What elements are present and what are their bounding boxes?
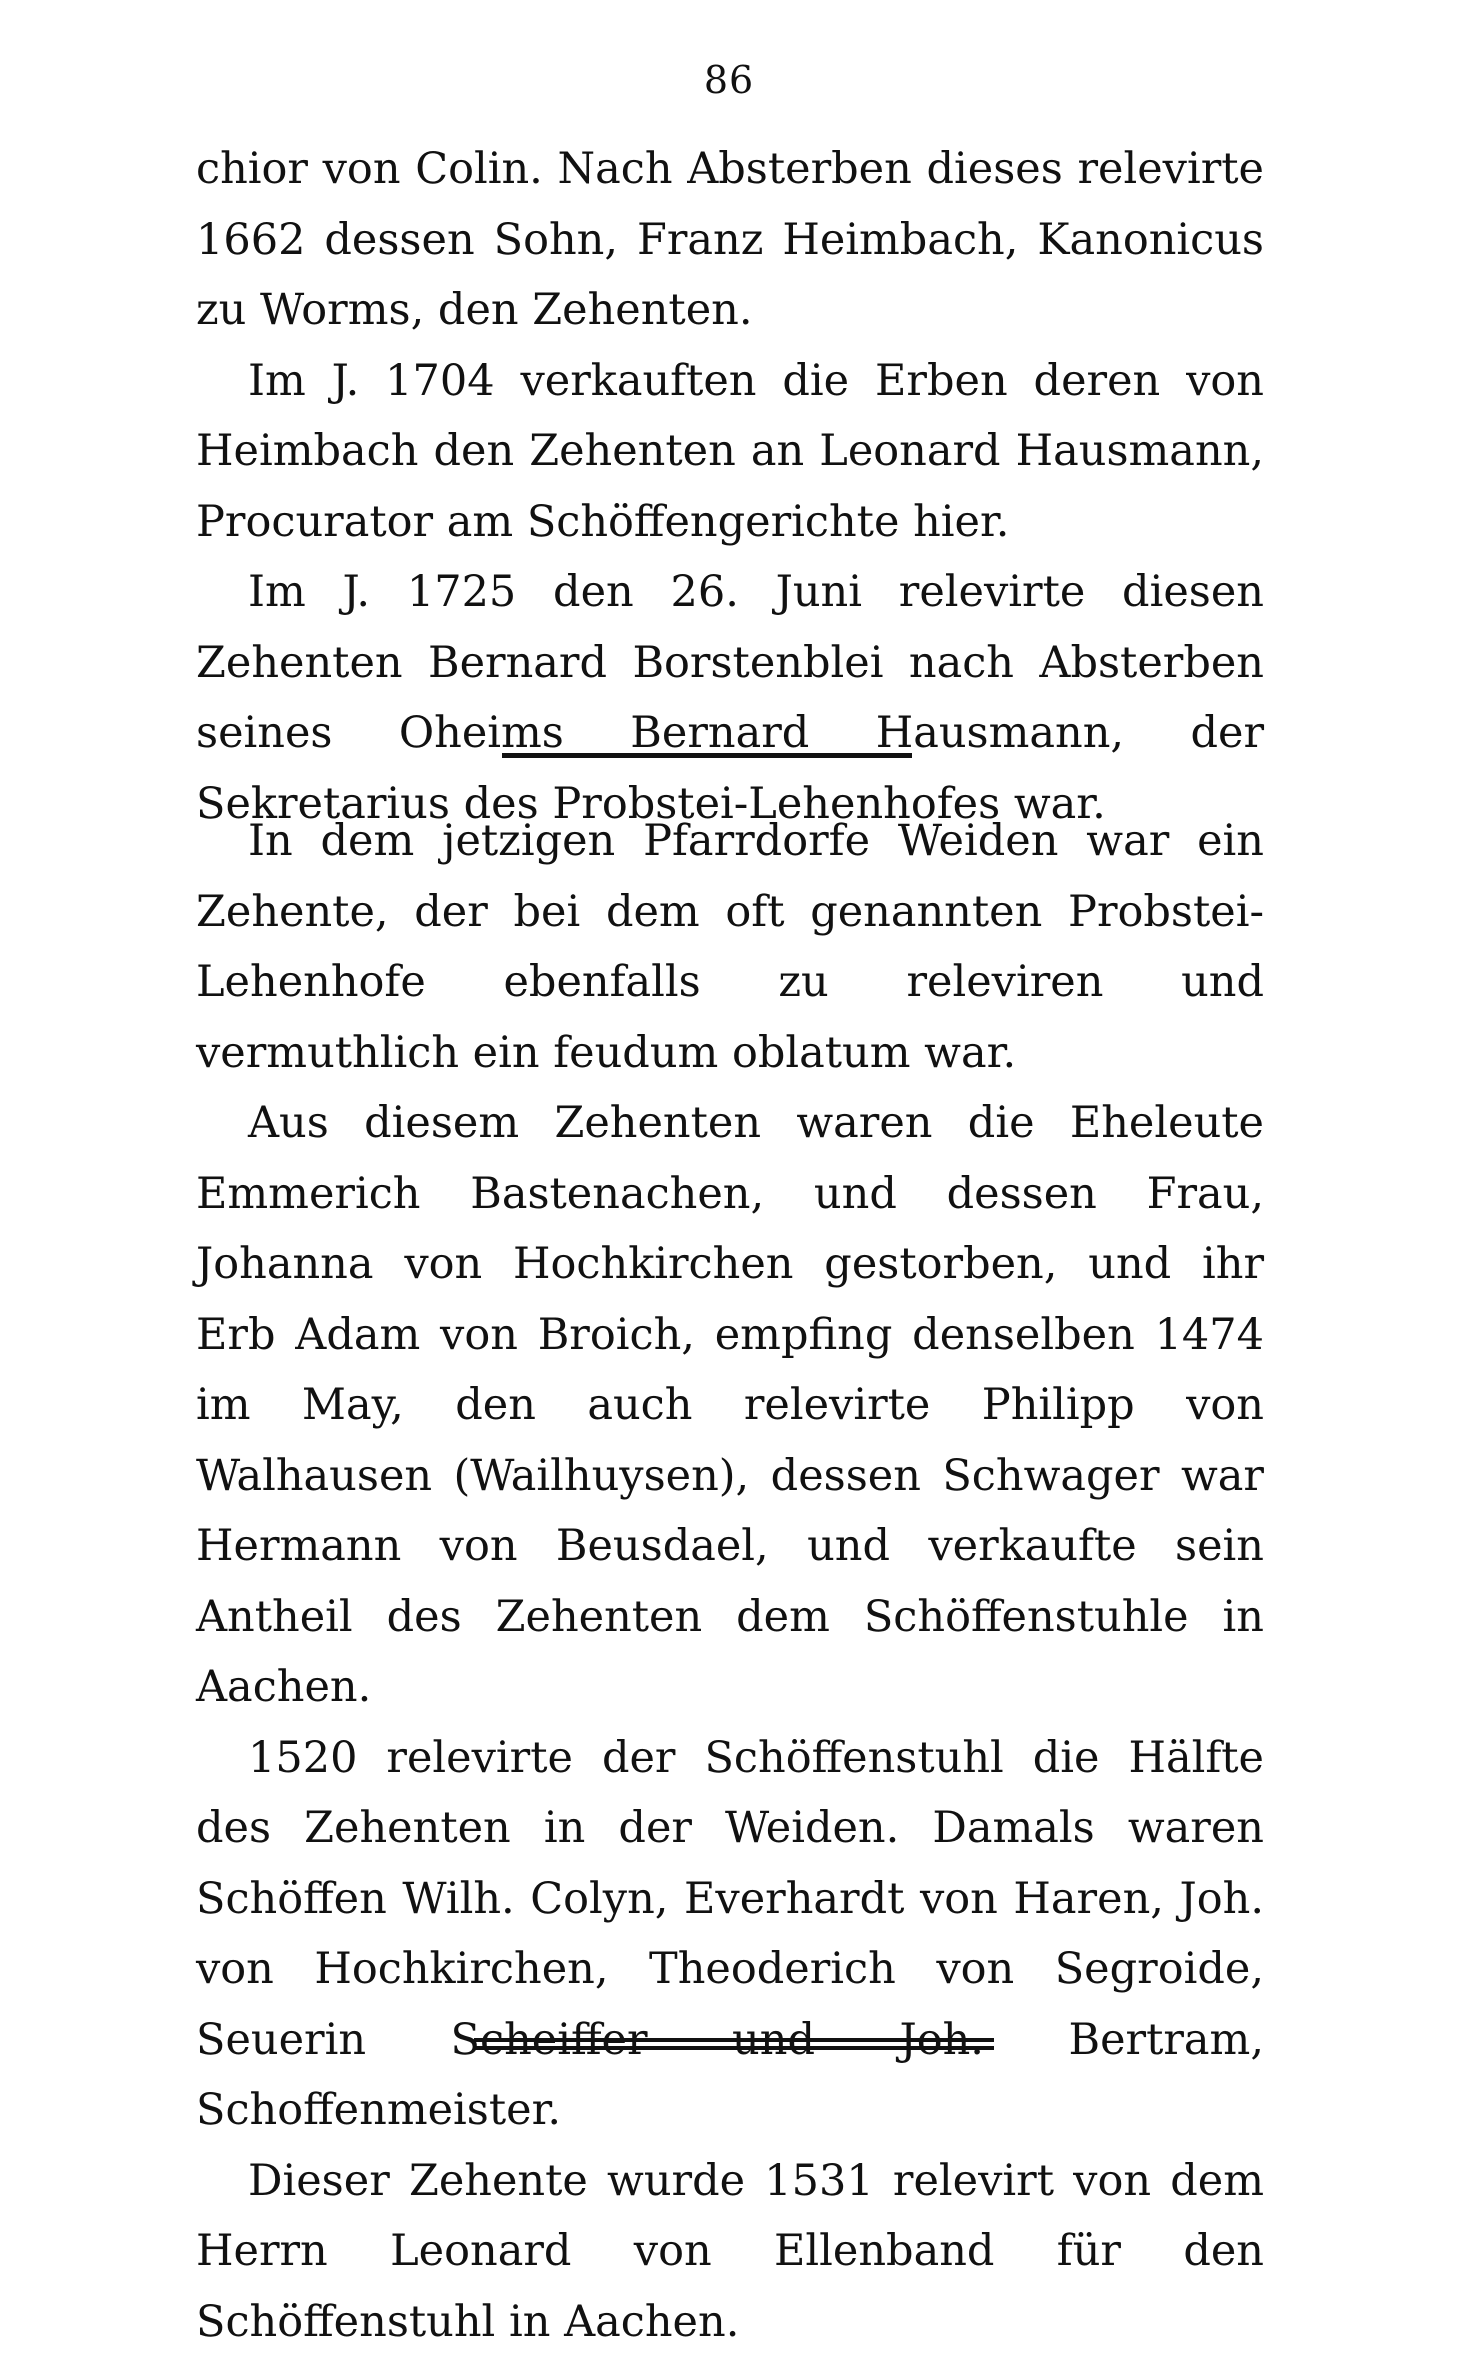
paragraph: Im J. 1725 den 26. Juni relevirte diesen Zehenten Bernard Borstenblei nach Absterben seines Oheims Bernard Hausmann, der Sekretarius des Probstei-Lehenhofes war. bbox=[196, 557, 1264, 839]
section-1-text bbox=[196, 134, 1264, 839]
section-divider bbox=[502, 753, 912, 758]
paragraph: Aus diesem Zehenten waren die Eheleute Emmerich Bastenachen, und dessen Frau, Johanna von Hochkirchen gestorben, und ihr Erb Adam von Broich, empfing denselben 1474 im May, den auch relevirte Philipp von Walhausen (Wailhuysen), dessen Schwager war Hermann von Beusdael, und verkaufte sein Antheil des Zehenten dem Schöffenstuhle in Aachen. bbox=[196, 1088, 1264, 1723]
paragraph: Im J. 1704 verkauften die Erben deren von Heimbach den Zehenten an Leonard Hausmann, Procurator am Schöffengerichte hier. bbox=[196, 346, 1264, 558]
section-2-text bbox=[196, 806, 1264, 2357]
paragraph: Dieser Zehente wurde 1531 relevirt von dem Herrn Leonard von Ellenband für den Schöffenstuhl in Aachen. bbox=[196, 2146, 1264, 2357]
page-number: 86 bbox=[0, 58, 1458, 102]
paragraph-continuation: chior von Colin. Nach Absterben dieses relevirte 1662 dessen Sohn, Franz Heimbach, Kanonicus zu Worms, den Zehenten. bbox=[196, 134, 1264, 346]
paragraph: 1520 relevirte der Schöffenstuhl die Hälfte des Zehenten in der Weiden. Damals waren Schöffen Wilh. Colyn, Everhardt von Haren, Joh. von Hochkirchen, Theoderich von Segroide, Seuerin Scheiffer und Joh. Bertram, Schoffenmeister. bbox=[196, 1723, 1264, 2146]
end-double-rule bbox=[474, 2038, 994, 2050]
paragraph: In dem jetzigen Pfarrdorfe Weiden war ein Zehente, der bei dem oft genannten Probstei-Lehenhofe ebenfalls zu releviren und vermuthlich ein feudum oblatum war. bbox=[196, 806, 1264, 1088]
